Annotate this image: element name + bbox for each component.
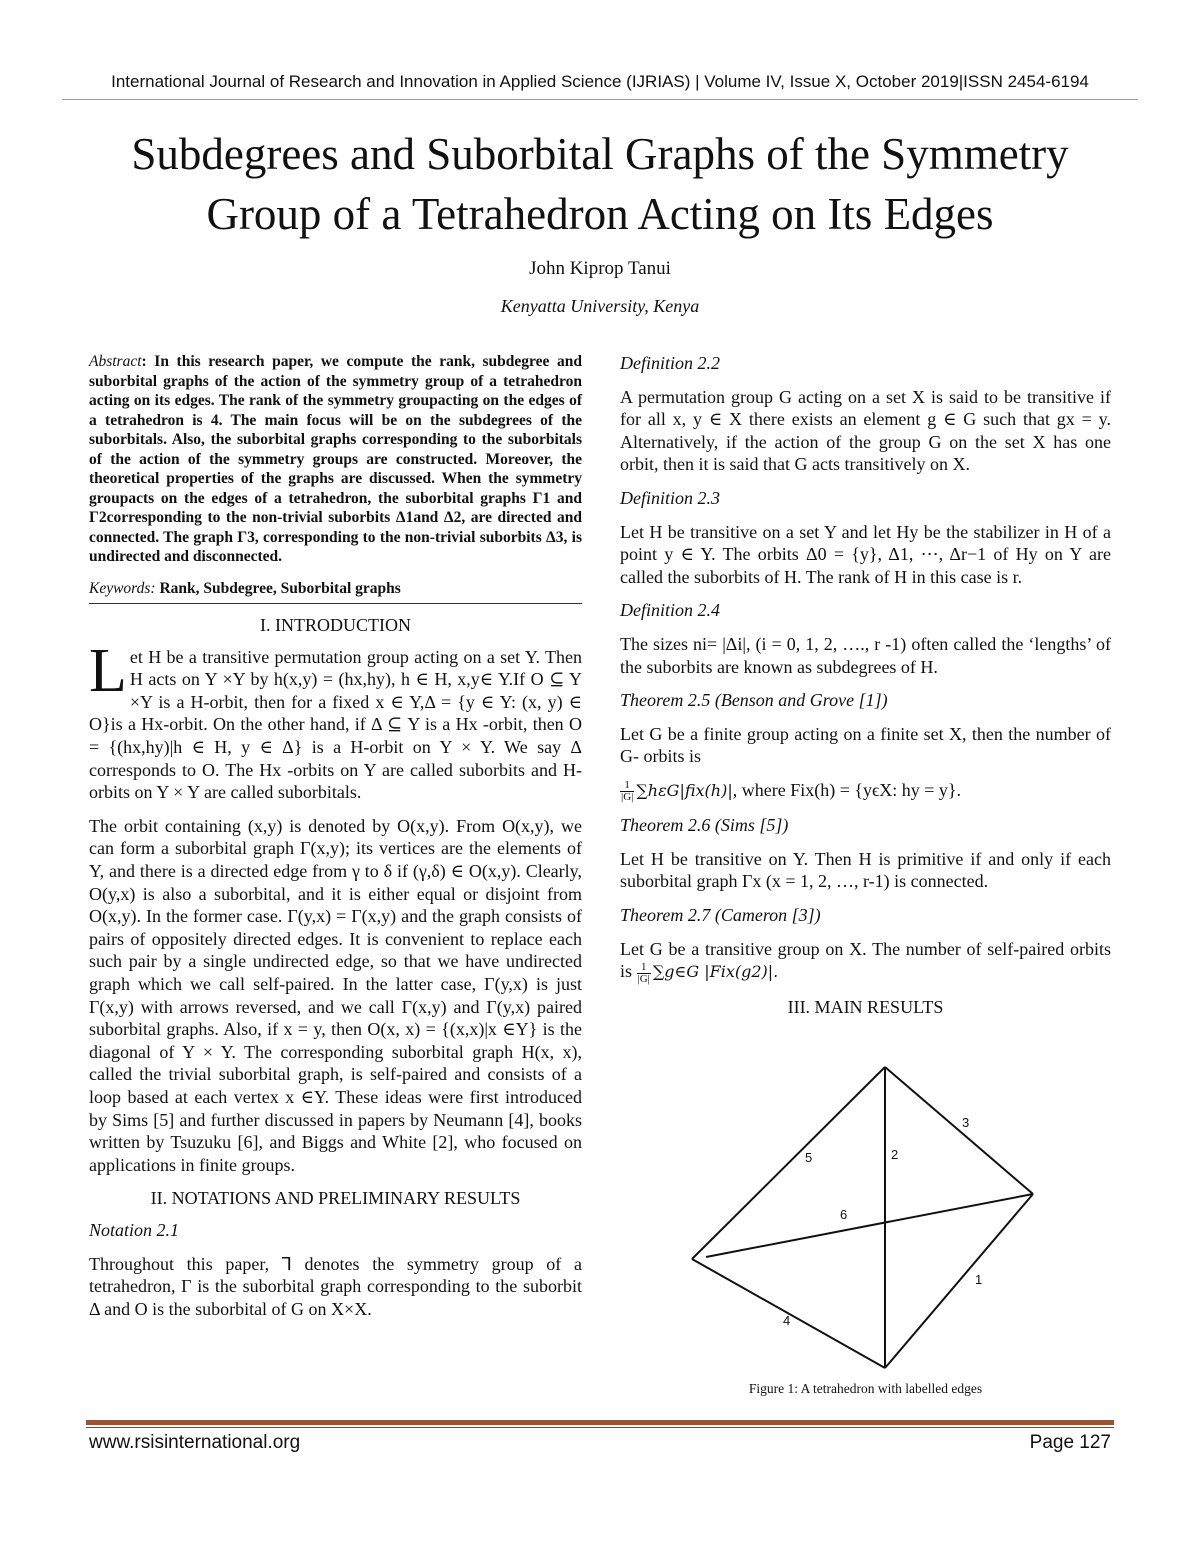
title-line-2: Group of a Tetrahedron Acting on Its Edges bbox=[206, 189, 994, 239]
theorem-2-5-formula bbox=[620, 779, 1111, 803]
figure-caption: Figure 1: A tetrahedron with labelled edges bbox=[748, 1381, 983, 1396]
theorem-2-7-text: Let G be a transitive group on X. The number of self-paired orbits is $\frac{1}{|G|}$ ∑g∈G |Fix(g2)|. bbox=[620, 938, 1111, 985]
right-column bbox=[620, 352, 1111, 1027]
drop-cap: L bbox=[89, 636, 127, 705]
section-notations-heading: II. NOTATIONS AND PRELIMINARY RESULTS bbox=[150, 1188, 521, 1209]
author-name: John Kiprop Tanui bbox=[529, 258, 671, 279]
edge-label-1: 1 bbox=[975, 1272, 983, 1287]
theorem-2-7-sum: ∑g∈G |Fix(g2)|. bbox=[652, 962, 779, 982]
intro-paragraph-2: The orbit containing (x,y) is denoted by O(x,y). From O(x,y), we can form a suborbital graph Γ(x,y); its vertices are the elements of Y, and there is a directed edge from γ to δ if (γ,δ) ∈ O(x,y). Clearly, O(y,x) is also a suborbital, and it is either equal or disjoint from O(x,y). In the former case. Γ(y,x) = Γ(x,y) and the graph consists of pairs of oppositely directed edges. It is convenient to replace each such pair by a single undirected edge, so that we have undirected graph which we call self-paired. In the latter case, Γ(y,x) is just Γ(x,y) with arrows reversed, and we call Γ(x,y) and Γ(y,x) paired suborbital graphs. Also, if x = y, then O(x, x) = {(x,x)|x ∈Y} is the diagonal of Y × Y. The corresponding suborbital graph H(x, x), called the trivial suborbital graph, is self-paired and consists of a loop based at each vertex x ∈Y. These ideas were first introduced by Sims [5] and further discussed in papers by Neumann [4], books written by Tsuzuku [6], and Biggs and White [2], who focused on applications in finite groups. bbox=[89, 815, 582, 1175]
title-line-1: Subdegrees and Suborbital Graphs of the Symmetry bbox=[131, 129, 1069, 179]
definition-2-2-text: A permutation group G acting on a set X is said to be transitive if for all x, y ∈ X there exists an element g ∈ G such that gx = y. Alternatively, if the action of the group G on the set X has one orbit, then it is said that G acts transitively on X. bbox=[620, 386, 1111, 475]
edge-6 bbox=[706, 1194, 1033, 1257]
author-affiliation: Kenyatta University, Kenya bbox=[500, 296, 700, 316]
tetrahedron-figure bbox=[620, 1055, 1111, 1375]
abstract-label: Abstract bbox=[89, 353, 142, 370]
abstract: Abstract: In this research paper, we compute the rank, subdegree and suborbital graphs of the action of the symmetry group of a tetrahedron acting on its edges. The rank of the symmetry groupacting on the edges of a tetrahedron is 4. The main focus will be on the subdegrees of the suborbitals. Also, the suborbital graphs corresponding to the suborbitals of the action of the symmetry groups are constructed. Moreover, the theoretical properties of the graphs are discussed. When the symmetry groupacts on the edges of a tetrahedron, the suborbital graphs Γ1 and Γ2corresponding to the non-trivial suborbits Δ1and Δ2, are directed and connected. The graph Γ3, corresponding to the non-trivial suborbits Δ3, is undirected and disconnected. bbox=[89, 353, 582, 565]
edge-3 bbox=[885, 1067, 1033, 1194]
section-main-results-heading: III. MAIN RESULTS bbox=[787, 996, 944, 1017]
theorem-2-6-text: Let H be transitive on Y. Then H is primitive if and only if each suborbital graph Γx (x = 1, 2, …, r-1) is connected. bbox=[620, 848, 1111, 892]
footer-website: www.rsisinternational.org bbox=[89, 1432, 301, 1453]
left-column bbox=[89, 352, 582, 1331]
footer-rule-thin bbox=[86, 1427, 1114, 1428]
abstract-text: In this research paper, we compute the rank, subdegree and suborbital graphs of the action of the symmetry group of a tetrahedron acting on its edges. The rank of the symmetry groupacting on the edges of a tetrahedron is 4. The main focus will be on the subdegrees of the suborbitals. Also, the suborbital graphs corresponding to the suborbitals of the action of the symmetry groups are constructed. Moreover, the theoretical properties of the graphs are discussed. When the symmetry groupacts on the edges of a tetrahedron, the suborbital graphs Γ1 and Γ2corresponding to the non-trivial suborbits Δ1and Δ2, are directed and connected. The graph Γ3, corresponding to the non-trivial suborbits Δ3, is undirected and disconnected. bbox=[89, 353, 582, 565]
theorem-2-7-fraction: $\frac{1}{|G|}$ bbox=[637, 960, 650, 985]
notation-label: Notation 2.1 bbox=[89, 1219, 180, 1240]
intro-paragraph-1 bbox=[89, 636, 582, 804]
theorem-2-6-label: Theorem 2.6 (Sims [5]) bbox=[620, 815, 789, 836]
edge-1 bbox=[885, 1194, 1033, 1368]
journal-header: International Journal of Research and Innovation in Applied Science (IJRIAS) | Volume IV, Issue X, October 2019|ISSN 2454-6194 bbox=[111, 72, 1089, 91]
edge-5 bbox=[692, 1067, 885, 1259]
notation-text: Throughout this paper, ⅂ denotes the symmetry group of a tetrahedron, Γ is the suborbital graph corresponding to the suborbit Δ and O is the suborbital of G on X×X. bbox=[89, 1253, 582, 1319]
intro-paragraph-1-text: et H be a transitive permutation group acting on a set Y. Then H acts on Y ×Y by h(x,y) = (hx,hy), h ∈ H, x,y∈ Y.If O ⊆ Y ×Y is a H-orbit, then for a fixed x ∈ Y,Δ = {y ∈ Y: (x, y) ∈ O}is a Hx-orbit. On the other hand, if Δ ⊆ Y is a Hx -orbit, then O = {(hx,hy)|h ∈ H, y ∈ Δ} is a H-orbit on Y × Y. We say Δ corresponds to O. The Hx -orbits on Y are called suborbits and H-orbits on Y × Y are called suborbitals. bbox=[89, 646, 582, 803]
theorem-2-5-label: Theorem 2.5 (Benson and Grove [1]) bbox=[620, 690, 888, 711]
edge-label-4: 4 bbox=[783, 1313, 791, 1328]
definition-2-4-text: The sizes ni= |Δi|, (i = 0, 1, 2, …., r -1) often called the ‘lengths’ of the suborbits are known as subdegrees of H. bbox=[620, 633, 1111, 677]
theorem-2-7-label: Theorem 2.7 (Cameron [3]) bbox=[620, 905, 821, 926]
definition-2-3-label: Definition 2.3 bbox=[620, 487, 720, 508]
definition-2-2-label: Definition 2.2 bbox=[620, 353, 720, 373]
theorem-2-5-sum: ∑hεG|fix(h)| bbox=[636, 780, 733, 800]
edge-label-6: 6 bbox=[840, 1207, 848, 1222]
footer-page-number: Page 127 bbox=[1029, 1432, 1111, 1453]
theorem-2-5-fraction: $\frac{1}{|G|}$ bbox=[621, 779, 634, 804]
edge-label-2: 2 bbox=[891, 1147, 899, 1162]
keywords-text: Rank, Subdegree, Suborbital graphs bbox=[159, 579, 401, 597]
edge-label-3: 3 bbox=[962, 1115, 970, 1130]
keywords bbox=[89, 578, 582, 605]
definition-2-4-label: Definition 2.4 bbox=[620, 600, 720, 621]
definition-2-3-text: Let H be transitive on a set Y and let Hy be the stabilizer in H of a point y ∈ Y. The orbits Δ0 = {y}, Δ1, ⋯, Δr−1 of Hy on Y are called the suborbits of H. The rank of H in this case is r. bbox=[620, 521, 1111, 587]
theorem-2-5-tail: , where Fix(h) = {yϵX: hy = y}. bbox=[732, 779, 962, 800]
section-introduction-heading: I. INTRODUCTION bbox=[260, 615, 411, 636]
keywords-label: Keywords: bbox=[89, 579, 156, 597]
paper-title bbox=[40, 124, 1160, 244]
theorem-2-5-text: Let G be a finite group acting on a finite set X, then the number of G- orbits is bbox=[620, 723, 1111, 767]
footer-rule-thick bbox=[86, 1420, 1114, 1425]
header-rule bbox=[62, 99, 1138, 100]
edge-label-5: 5 bbox=[805, 1150, 813, 1165]
